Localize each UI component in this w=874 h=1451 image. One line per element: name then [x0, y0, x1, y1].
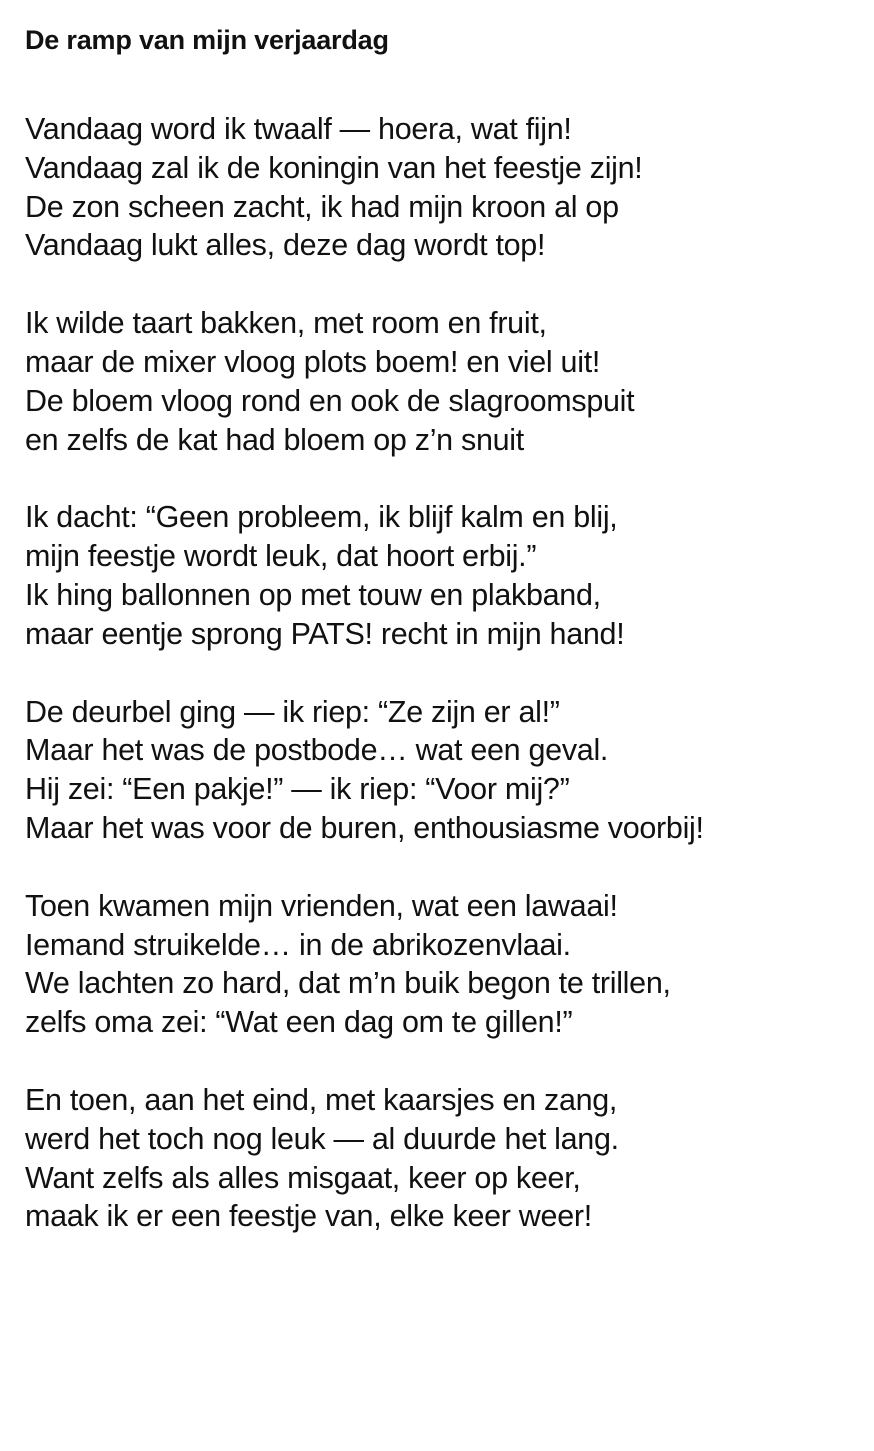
poem-body: [25, 110, 704, 1236]
poem-line: Maar het was voor de buren, enthousiasme voorbij!: [25, 810, 704, 845]
poem-line: Ik hing ballonnen op met touw en plakband,: [25, 577, 601, 612]
poem-line: mijn feestje wordt leuk, dat hoort erbij.”: [25, 539, 537, 574]
poem-line: En toen, aan het eind, met kaarsjes en zang,: [25, 1082, 618, 1117]
poem-line: We lachten zo hard, dat m’n buik begon te trillen,: [25, 966, 671, 1001]
stanza-2: [25, 304, 704, 459]
poem-line: werd het toch nog leuk — al duurde het lang.: [25, 1121, 619, 1156]
poem-line: Vandaag lukt alles, deze dag wordt top!: [25, 228, 546, 263]
stanza-4: [25, 693, 704, 848]
poem-line: Vandaag zal ik de koningin van het feestje zijn!: [25, 150, 643, 185]
poem-title: De ramp van mijn verjaardag: [25, 25, 389, 55]
stanza-6: [25, 1081, 704, 1236]
poem-line: Hij zei: “Een pakje!” — ik riep: “Voor mij?”: [25, 772, 570, 807]
stanza-5: [25, 887, 704, 1042]
poem-line: Toen kwamen mijn vrienden, wat een lawaai!: [25, 888, 618, 923]
poem-line: maak ik er een feestje van, elke keer weer!: [25, 1199, 592, 1234]
poem-line: Maar het was de postbode… wat een geval.: [25, 733, 609, 768]
poem-line: Ik dacht: “Geen probleem, ik blijf kalm en blij,: [25, 500, 618, 535]
poem-line: Vandaag word ik twaalf — hoera, wat fijn!: [25, 112, 572, 146]
poem-line: en zelfs de kat had bloem op z’n snuit: [25, 422, 524, 457]
poem-line: De deurbel ging — ik riep: “Ze zijn er al!”: [25, 694, 560, 729]
stanza-1: [25, 110, 704, 265]
poem-line: Ik wilde taart bakken, met room en fruit,: [25, 306, 547, 341]
poem-line: maar eentje sprong PATS! recht in mijn hand!: [25, 616, 625, 651]
poem: [25, 20, 704, 1275]
poem-line: De bloem vloog rond en ook de slagroomspuit: [25, 383, 635, 418]
poem-line: Iemand struikelde… in de abrikozenvlaai.: [25, 927, 571, 962]
poem-line: maar de mixer vloog plots boem! en viel uit!: [25, 344, 601, 379]
poem-line: Want zelfs als alles misgaat, keer op keer,: [25, 1160, 581, 1195]
poem-line: zelfs oma zei: “Wat een dag om te gillen!”: [25, 1005, 573, 1040]
poem-line: De zon scheen zacht, ik had mijn kroon al op: [25, 189, 619, 224]
stanza-3: [25, 498, 704, 653]
